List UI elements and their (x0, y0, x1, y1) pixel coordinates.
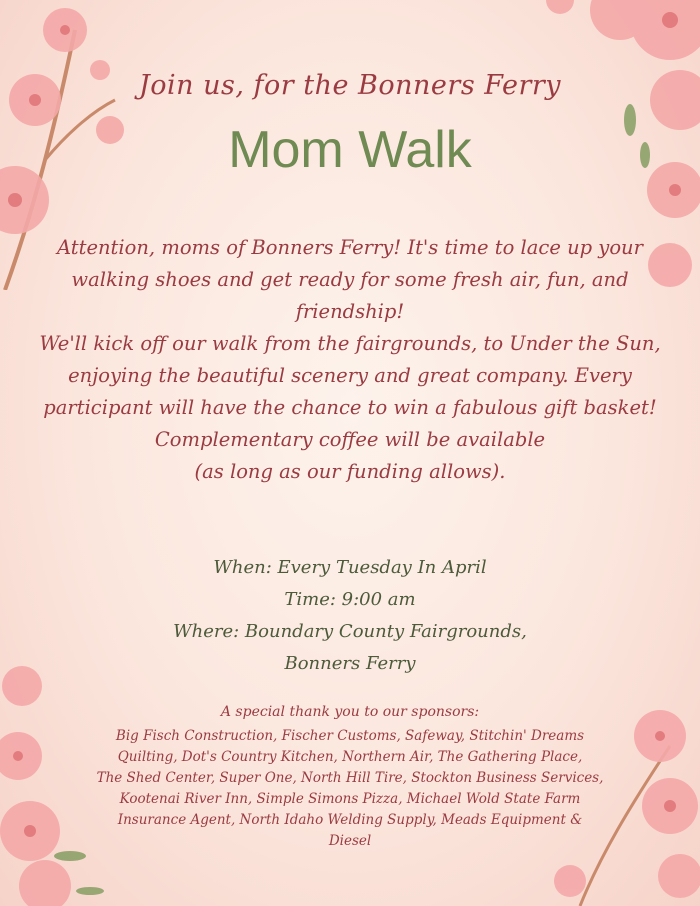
sponsor-line: The Shed Center, Super One, North Hill Tire, Stockton Business Services, (96, 770, 604, 786)
event-time: Time: 9:00 am (284, 589, 416, 610)
event-details (0, 552, 700, 680)
event-where: Where: Boundary County Fairgrounds, (173, 621, 527, 642)
sponsor-line: Kootenai River Inn, Simple Simons Pizza, Michael Wold State Farm (119, 791, 581, 807)
sponsor-line: Quilting, Dot's Country Kitchen, Northern Air, The Gathering Place, (117, 749, 583, 765)
intro-paragraph (8, 232, 692, 488)
sponsors-heading: A special thank you to our sponsors: (220, 704, 480, 720)
sponsor-line: Diesel (328, 833, 372, 849)
sponsor-line: Insurance Agent, North Idaho Welding Supply, Meads Equipment & (117, 812, 583, 828)
intro-line: enjoying the beautiful scenery and great company. Every (68, 364, 632, 387)
headline: Join us, for the Bonners Ferry (138, 70, 562, 101)
intro-line: We'll kick off our walk from the fairgrounds, to Under the Sun, (39, 332, 661, 355)
intro-line: Attention, moms of Bonners Ferry! It's time to lace up your (57, 236, 643, 259)
sponsors-list (70, 726, 630, 852)
event-when: When: Every Tuesday In April (213, 557, 487, 578)
intro-line: Complementary coffee will be available (154, 428, 546, 451)
intro-line: friendship! (295, 300, 405, 323)
event-title: Mom Walk (228, 121, 472, 179)
event-where-line2: Bonners Ferry (284, 653, 416, 674)
intro-line: (as long as our funding allows). (194, 460, 506, 483)
intro-line: walking shoes and get ready for some fresh air, fun, and (71, 268, 629, 291)
sponsor-line: Big Fisch Construction, Fischer Customs, Safeway, Stitchin' Dreams (115, 728, 585, 744)
intro-line: participant will have the chance to win a fabulous gift basket! (43, 396, 657, 419)
